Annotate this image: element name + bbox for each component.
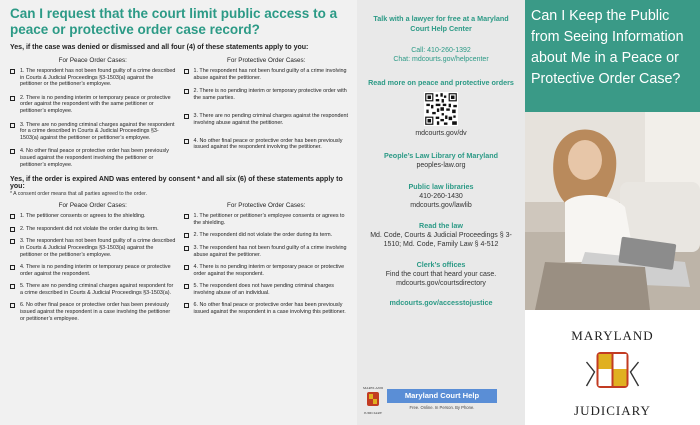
read-law-heading: Read the law	[419, 221, 463, 230]
checkbox[interactable]	[184, 114, 189, 119]
protective-head-2: For Protective Order Cases:	[227, 202, 306, 210]
checklist-item: 1. The petitioner consents or agrees to the shielding.	[10, 213, 176, 220]
section-consent	[10, 176, 349, 328]
qr-code-icon[interactable]	[424, 92, 458, 126]
plm-url[interactable]: peoples-law.org	[416, 162, 466, 169]
checkbox[interactable]	[10, 149, 15, 154]
checklist-item: 4. No other final peace or protective order has been previously issued against the respondent involving the petitioner or petitioner’s employee.	[10, 148, 176, 168]
peace-head-1: For Peace Order Cases:	[58, 57, 127, 64]
checklist-item: 3. The respondent has not been found guilty of a crime involving abuse against the petitioner.	[184, 245, 350, 258]
checkbox[interactable]	[10, 69, 15, 74]
svg-text:MARYLAND: MARYLAND	[571, 328, 654, 343]
cover-title: Can I Keep the Public from Seeing Information about Me in a Peace or Protective Order Case?	[525, 0, 700, 112]
svg-text:JUDICIARY: JUDICIARY	[574, 403, 651, 418]
maryland-judiciary-small-seal-icon	[362, 384, 384, 418]
clerk-url[interactable]: mdcourts.gov/courtsdirectory	[396, 280, 486, 287]
checkbox[interactable]	[10, 303, 15, 308]
clerk-text: Find the court that heard your case.	[385, 271, 497, 278]
peace-column-1	[10, 55, 176, 175]
checklist-item: 4. There is no pending interim or temporary peace or protective order against the respondent.	[10, 264, 176, 277]
protective-head-1: For Protective Order Cases:	[227, 57, 306, 64]
checklist-item: 3. There are no pending criminal charges against the respondent for a crime described in Courts & Judicial Proceedings §3-1503(a) against the petitioner or petitioner’s employee.	[10, 122, 176, 142]
checklist-item: 5. The respondent does not have pending criminal charges involving abuse of an individual.	[184, 283, 350, 296]
chat-line[interactable]: Chat: mdcourts.gov/helpcenter	[393, 56, 489, 63]
middle-panel	[357, 0, 525, 425]
checkbox[interactable]	[184, 89, 189, 94]
access-to-justice-url[interactable]: mdcourts.gov/accesstojustice	[389, 298, 493, 307]
checkbox[interactable]	[10, 227, 15, 232]
checkbox[interactable]	[10, 239, 15, 244]
checklist-item: 5. There are no pending criminal charges against respondent for a crime described in Courts & Judicial Proceedings §3-1503(a).	[10, 283, 176, 296]
right-panel	[525, 0, 700, 425]
section2-note: * A consent order means that all parties agreed to the order.	[10, 191, 147, 198]
public-libraries-url[interactable]: mdcourts.gov/lawlib	[410, 202, 472, 209]
left-title: Can I request that the court limit public access to a peace or protective order case record?	[10, 6, 338, 37]
public-libraries-heading: Public law libraries	[408, 182, 474, 191]
checkbox[interactable]	[10, 265, 15, 270]
checkbox[interactable]	[10, 96, 15, 101]
woman-with-laptop-photo	[525, 112, 700, 310]
checklist-item: 2. The respondent did not violate the order during its term.	[10, 226, 176, 233]
section2-intro: Yes, if the order is expired AND was entered by consent * and all six (6) of these statements apply to you:	[10, 176, 343, 191]
protective-column-2	[184, 200, 350, 328]
maryland-court-help-logo[interactable]: Maryland Court Help	[387, 389, 497, 403]
clerk-heading: Clerk’s offices	[416, 260, 466, 269]
checkbox[interactable]	[184, 139, 189, 144]
checkbox[interactable]	[184, 265, 189, 270]
call-line[interactable]: Call: 410-260-1392	[411, 47, 471, 54]
checklist-item: 2. The respondent did not violate the order during its term.	[184, 232, 350, 239]
svg-text:JUDICIARY: JUDICIARY	[363, 411, 383, 415]
checklist-item: 2. There is no pending interim or temporary peace or protective order against the respondent with the same petitioner or petitioner’s employee.	[10, 95, 176, 115]
checklist-item: 6. No other final peace or protective order has been previously issued against the respondent in a case involving this petitioner.	[184, 302, 350, 315]
protective-column-1	[184, 55, 350, 175]
section-denied	[10, 44, 349, 175]
checkbox[interactable]	[10, 123, 15, 128]
checkbox[interactable]	[10, 284, 15, 289]
peace-column-2	[10, 200, 176, 328]
section1-intro: Yes, if the case was denied or dismissed and all four (4) of these statements apply to you:	[10, 44, 309, 51]
dv-url[interactable]: mdcourts.gov/dv	[415, 130, 467, 137]
checkbox[interactable]	[184, 246, 189, 251]
talk-heading: Talk with a lawyer for free at a Maryland Court Help Center	[373, 14, 509, 33]
peace-head-2: For Peace Order Cases:	[58, 202, 127, 210]
checklist-item: 4. No other final peace or protective order has been previously issued against the respondent involving the petitioner.	[184, 138, 350, 151]
checkbox[interactable]	[184, 214, 189, 219]
checkbox[interactable]	[184, 69, 189, 74]
checklist-item: 1. The respondent has not been found guilty of a crime involving abuse against the petitioner.	[184, 68, 350, 81]
svg-text:MARYLAND: MARYLAND	[362, 386, 384, 390]
checklist-item: 4. There is no pending interim or temporary peace or protective order against the respondent.	[184, 264, 350, 277]
checklist-item: 1. The petitioner or petitioner’s employee consents or agrees to the shielding.	[184, 213, 350, 226]
public-libraries-phone[interactable]: 410-260-1430	[419, 193, 463, 200]
checkbox[interactable]	[10, 214, 15, 219]
checklist-item: 2. There is no pending interim or temporary protective order with the same parties.	[184, 88, 350, 101]
read-law-text: Md. Code, Courts & Judicial Proceedings § 3-1510; Md. Code, Family Law § 4-512	[370, 232, 512, 248]
checkbox[interactable]	[184, 233, 189, 238]
read-more-heading: Read more on peace and protective orders	[368, 78, 514, 87]
checklist-item: 6. No other final peace or protective order has been previously issued against the respondent in a case involving the petitioner or petitioner’s employee.	[10, 302, 176, 322]
maryland-court-help-tagline: Free. Online. In Person. By Phone.	[409, 405, 475, 410]
plm-heading: People’s Law Library of Maryland	[384, 151, 498, 160]
checklist-item: 3. There are no pending criminal charges against the respondent involving abuse against the petitioner.	[184, 113, 350, 126]
maryland-judiciary-logo	[525, 310, 700, 425]
checklist-item: 3. The respondent has not been found guilty of a crime described in Courts & Judicial Proceedings §3-1503(a) against the petitioner or the petitioner’s employee.	[10, 238, 176, 258]
checklist-item: 1. The respondent has not been found guilty of a crime described in Courts & Judicial Proceedings §3-1503(a) against the petitioner or the petitioner’s employee.	[10, 68, 176, 88]
checkbox[interactable]	[184, 303, 189, 308]
checkbox[interactable]	[184, 284, 189, 289]
